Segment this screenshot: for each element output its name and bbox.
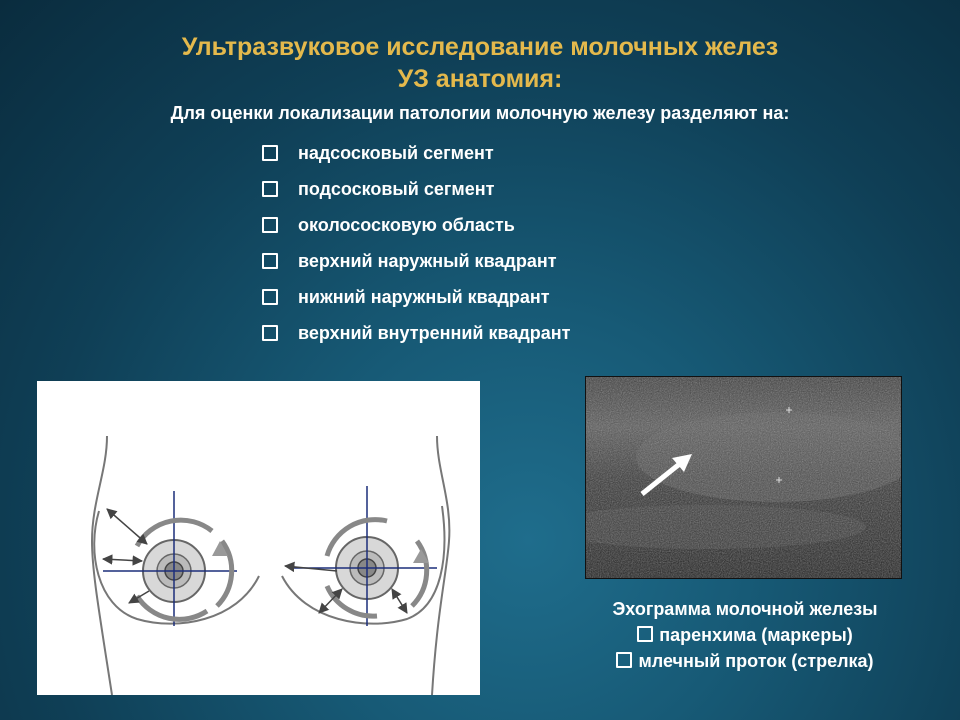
caption-item: паренхима (маркеры) xyxy=(560,622,930,648)
title-line-2: УЗ анатомия: xyxy=(397,65,563,93)
echogram-svg xyxy=(586,377,901,578)
checkbox-bullet-icon xyxy=(616,652,632,668)
checkbox-bullet-icon xyxy=(637,626,653,642)
segment-list-item: верхний наружный квадрант xyxy=(258,248,570,284)
breast-segments-diagram xyxy=(37,381,480,695)
segment-list xyxy=(258,140,570,356)
left-nipple-area xyxy=(103,491,237,626)
segment-list-item: верхний внутренний квадрант xyxy=(258,320,570,356)
checkbox-bullet-icon xyxy=(262,217,278,233)
checkbox-bullet-icon xyxy=(262,145,278,161)
echogram-image xyxy=(585,376,902,579)
segment-list-item: нижний наружный квадрант xyxy=(258,284,570,320)
slide-subtitle: Для оценки локализации патологии молочную железу разделяют на: xyxy=(170,103,790,123)
checkbox-bullet-icon xyxy=(262,289,278,305)
echogram-caption xyxy=(560,596,930,674)
breast-diagram-svg xyxy=(37,381,480,695)
segment-list-item: надсосковый сегмент xyxy=(258,140,570,176)
checkbox-bullet-icon xyxy=(262,181,278,197)
slide-title xyxy=(0,31,960,95)
checkbox-bullet-icon xyxy=(262,253,278,269)
title-line-1: Ультразвуковое исследование молочных желез xyxy=(181,33,779,61)
caption-title: Эхограмма молочной железы xyxy=(612,599,878,619)
checkbox-bullet-icon xyxy=(262,325,278,341)
segment-list-item: околососковую область xyxy=(258,212,570,248)
caption-item: млечный проток (стрелка) xyxy=(560,648,930,674)
segment-list-item: подсосковый сегмент xyxy=(258,176,570,212)
